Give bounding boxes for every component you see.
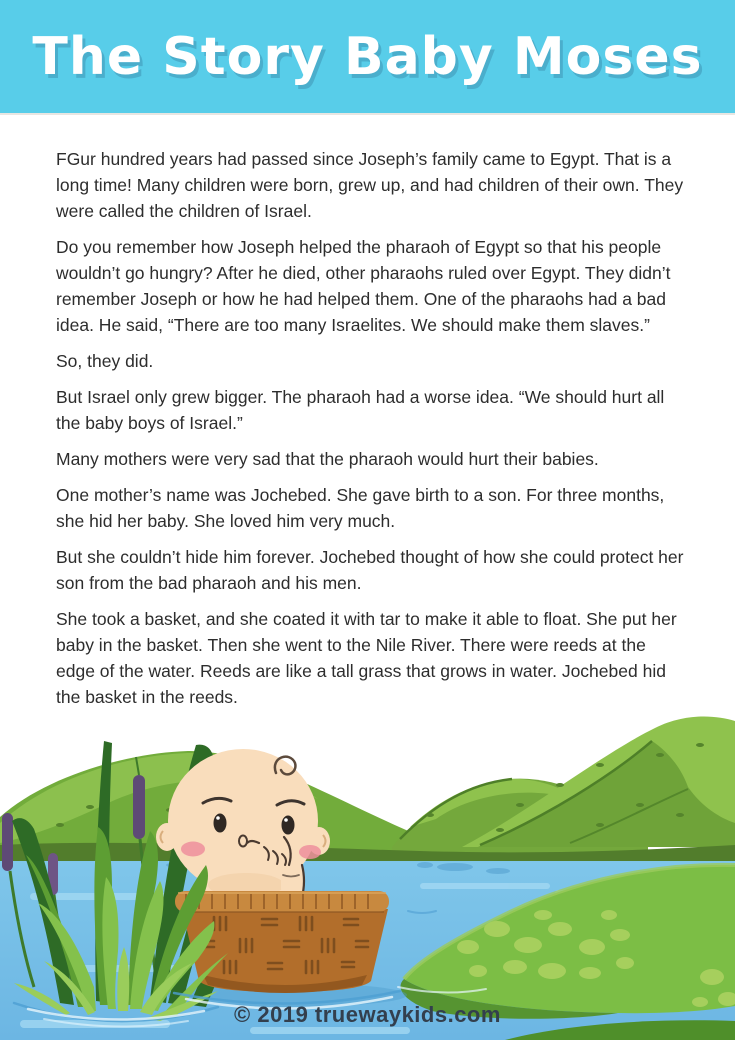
nile-illustration [0,715,735,1040]
hills-graphic [0,717,735,870]
page-title: The Story Baby Moses [32,26,703,87]
story-paragraph: FGur hundred years had passed since Joseph’s family came to Egypt. That is a long time! Many children were born, grew up, and had children of their own. They were called the children of Israel. [56,149,684,221]
story-paragraph: So, they did. [56,351,154,371]
story-paragraph: She took a basket, and she coated it with tar to make it able to float. She put her baby in the basket. Then she went to the Nile River. There were reeds at the edge of the water. Reeds are like a tall grass that grows in water. Jochebed hid the basket in the reeds. [56,609,677,707]
title-banner [0,0,735,115]
copyright-text: © 2019 truewaykids.com [234,1002,501,1027]
nile-illustration-svg [0,715,735,1040]
story-paragraph: Do you remember how Joseph helped the pharaoh of Egypt so that his people wouldn’t go hungry? After he died, other pharaohs ruled over Egypt. They didn’t remember Joseph or how he had helped them. One of the pharaohs had a bad idea. He said, “There are too many Israelites. We should make them slaves.” [56,237,671,335]
baby-eye-right [282,816,295,835]
story-paragraph: But she couldn’t hide him forever. Jochebed thought of how she could protect her son from the bad pharaoh and his men. [56,547,684,593]
story-paragraph: One mother’s name was Jochebed. She gave birth to a son. For three months, she hid her baby. She loved him very much. [56,485,665,531]
baby-eye-left [214,814,227,833]
story-text [56,146,684,720]
story-paragraph: Many mothers were very sad that the pharaoh would hurt their babies. [56,449,599,469]
story-paragraph: But Israel only grew bigger. The pharaoh had a worse idea. “We should hurt all the baby boys of Israel.” [56,387,665,433]
